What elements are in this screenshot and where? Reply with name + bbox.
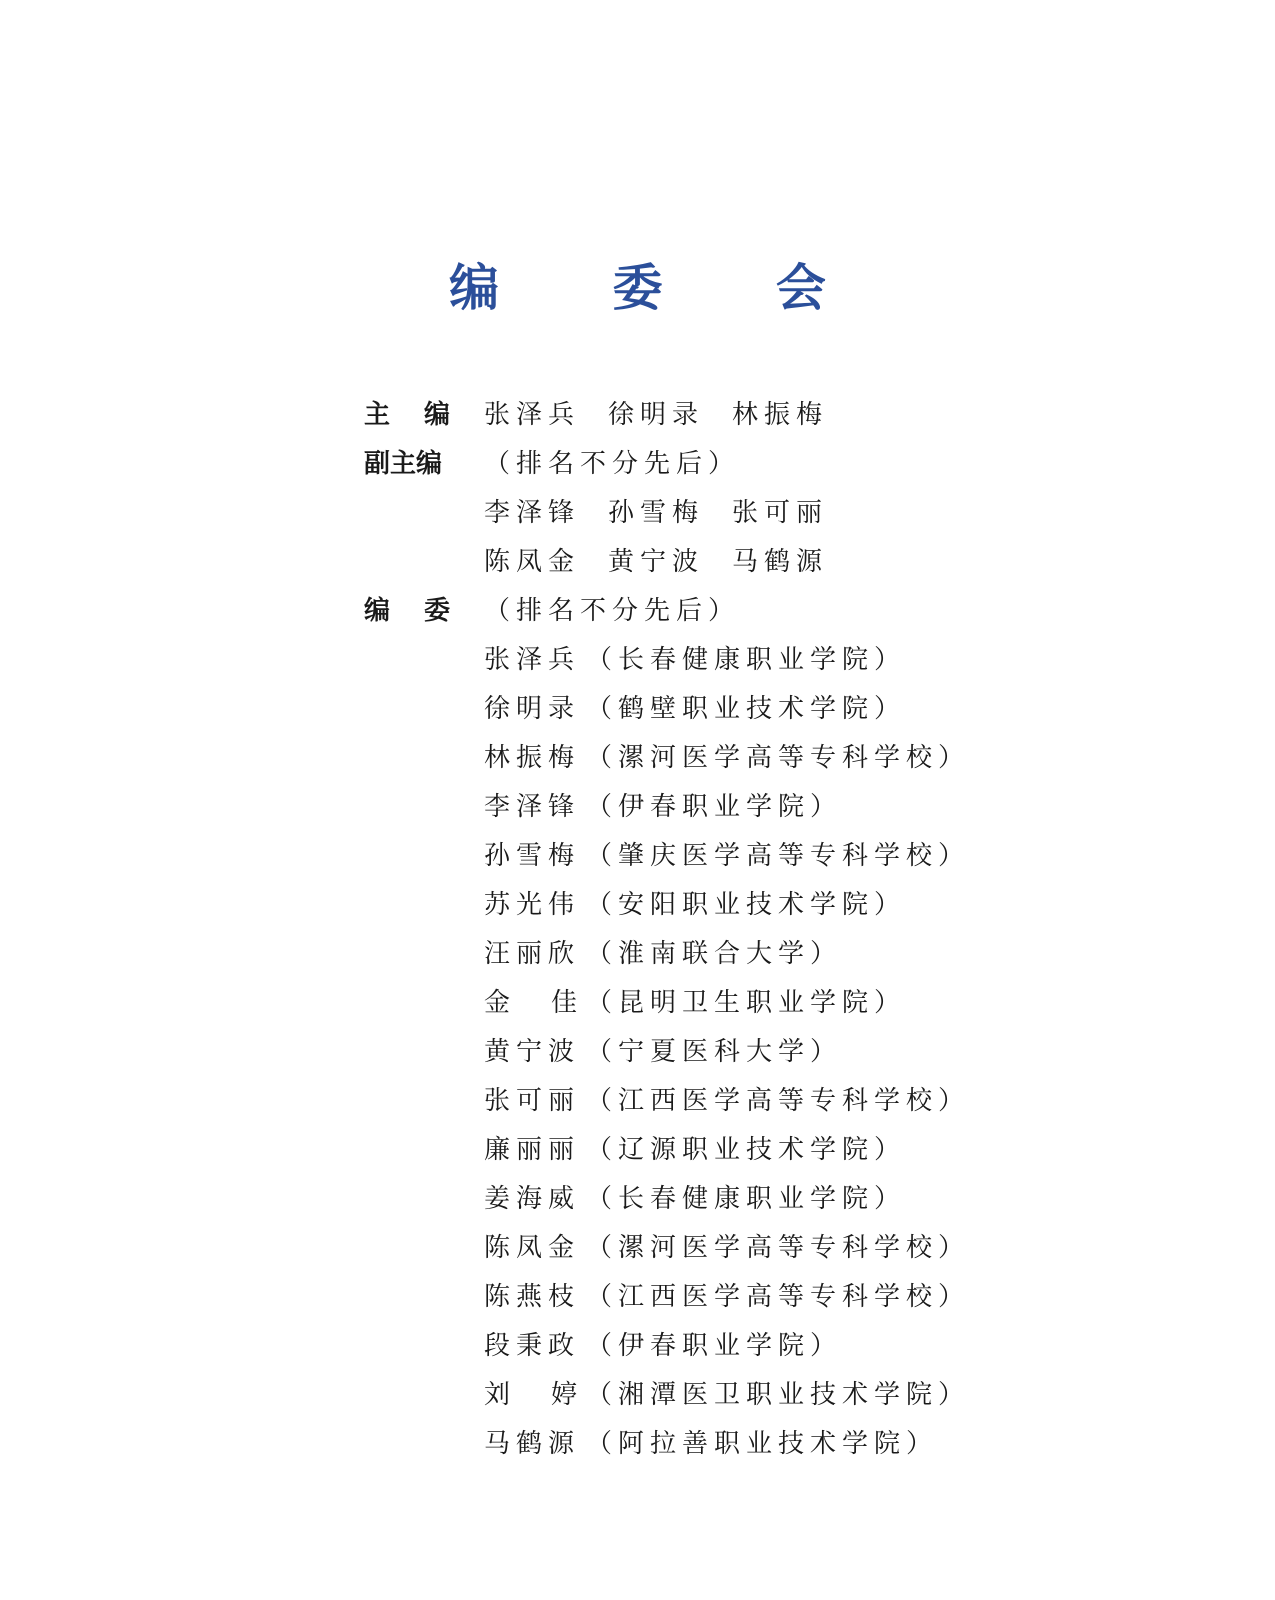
committee-note: （排名不分先后） [484,596,741,626]
chief-editor-name: 林振梅 [732,400,829,430]
deputy-editor-name: 孙雪梅 [608,498,705,528]
deputy-editor-name: 李泽锋 [484,498,581,528]
committee-member-name: 金佳 [484,988,619,1018]
deputy-editor-name: 陈凤金 [484,547,581,577]
committee-member-row [364,734,971,783]
committee-member-name: 孙雪梅 [484,841,581,871]
chief-editors-label: 主编 [364,400,485,430]
committee-member-row [364,1273,971,1322]
committee-member-org: （辽源职业技术学院） [586,1135,907,1165]
committee-member-org: （长春健康职业学院） [586,1184,907,1214]
committee-members [364,636,971,1469]
committee-member-name: 马鹤源 [484,1429,581,1459]
committee-row [364,587,964,636]
committee-member-org: （伊春职业学院） [586,792,843,822]
chief-editors-row [364,391,964,440]
committee-member-org: （长春健康职业学院） [586,645,907,675]
editorial-list [364,391,971,1469]
committee-member-org: （肇庆医学高等专科学校） [586,841,971,871]
committee-member-org: （淮南联合大学） [586,939,843,969]
deputy-editors-note: （排名不分先后） [484,449,741,479]
committee-member-row [364,930,964,979]
deputy-editors-names-row [364,489,964,538]
committee-member-org: （江西医学高等专科学校） [586,1282,971,1312]
committee-member-org: （伊春职业学院） [586,1331,843,1361]
page-title: 编 委 会 [449,258,874,317]
committee-member-row [364,881,964,930]
committee-member-name: 陈凤金 [484,1233,581,1263]
committee-member-org: （昆明卫生职业学院） [586,988,907,1018]
committee-member-row [364,1126,964,1175]
deputy-editor-name: 张可丽 [732,498,829,528]
deputy-editors-names-row [364,538,964,587]
chief-editors-names [484,391,856,440]
chief-editor-name: 张泽兵 [484,400,581,430]
committee-member-name: 陈燕枝 [484,1282,581,1312]
committee-member-row [364,783,964,832]
committee-member-name: 汪丽欣 [484,939,581,969]
deputy-editor-name: 马鹤源 [732,547,829,577]
chief-editor-name: 徐明录 [608,400,705,430]
deputy-editors-row [364,440,964,489]
committee-member-org: （安阳职业技术学院） [586,890,907,920]
committee-member-org: （漯河医学高等专科学校） [586,743,971,773]
committee-member-row [364,685,964,734]
committee-member-org: （宁夏医科大学） [586,1037,843,1067]
committee-member-name: 廉丽丽 [484,1135,581,1165]
committee-member-org: （湘潭医卫职业技术学院） [586,1380,971,1410]
committee-member-row [364,636,964,685]
committee-member-name: 黄宁波 [484,1037,581,1067]
committee-member-row [364,1028,964,1077]
committee-member-name: 段秉政 [484,1331,581,1361]
committee-label: 编委 [364,596,485,626]
committee-member-org: （漯河医学高等专科学校） [586,1233,971,1263]
committee-member-row [364,1224,971,1273]
committee-member-name: 姜海威 [484,1184,581,1214]
committee-member-org: （鹤壁职业技术学院） [586,694,907,724]
committee-member-name: 苏光伟 [484,890,581,920]
committee-member-name: 刘婷 [484,1380,619,1410]
committee-member-row [364,1322,964,1371]
deputy-editor-name: 黄宁波 [608,547,705,577]
committee-member-row [364,1371,971,1420]
committee-member-row [364,1077,971,1126]
committee-member-name: 徐明录 [484,694,581,724]
committee-member-row [364,1420,964,1469]
committee-member-row [364,832,971,881]
committee-member-row [364,979,964,1028]
committee-member-org: （江西医学高等专科学校） [586,1086,971,1116]
committee-member-name: 李泽锋 [484,792,581,822]
committee-member-name: 张泽兵 [484,645,581,675]
committee-member-name: 林振梅 [484,743,581,773]
committee-member-org: （阿拉善职业技术学院） [586,1429,939,1459]
deputy-editors-label: 副主编 [364,449,443,479]
committee-member-name: 张可丽 [484,1086,581,1116]
committee-member-row [364,1175,964,1224]
